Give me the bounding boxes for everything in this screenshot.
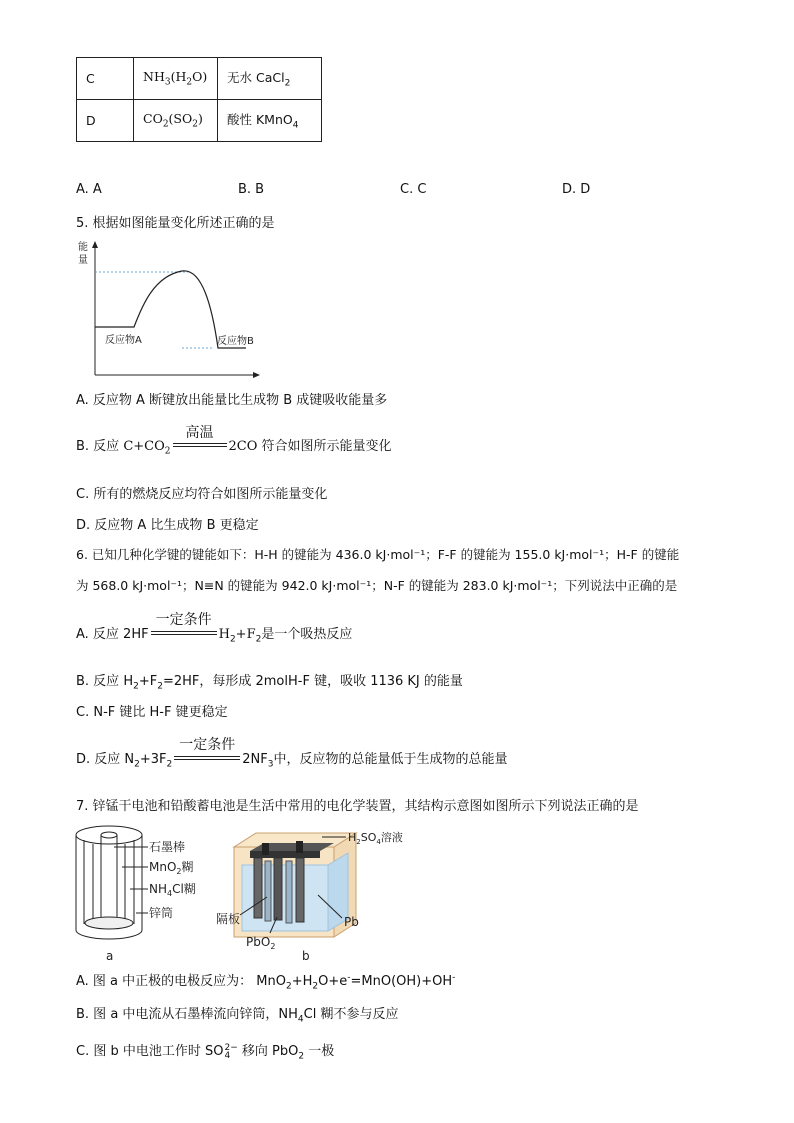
options-table [76,57,322,142]
figure-b-caption: b [302,949,310,963]
reaction-condition-arrow: 高温 [173,440,227,454]
q6-option-a[interactable]: A. 反应 2HF 一定条件 $H_2+F_2$是一个吸热反应 [76,611,353,645]
q5-option-b[interactable]: B. 反应 $C+CO_2$ 高温 2CO 符合如图所示能量变化 [76,424,392,457]
inner-bottom [85,917,133,929]
q4-choice-c[interactable]: C. C [400,182,427,197]
q7-option-b[interactable]: B. 图 a 中电流从石墨棒流向锌筒，$NH_4Cl$ 糊不参与反应 [76,1007,399,1025]
q5-option-c[interactable]: C. 所有的燃烧反应均符合如图所示能量变化 [76,487,328,502]
figure-a-caption: a [106,949,114,963]
q5-stem: 5. 根据如图能量变化所述正确的是 [76,216,275,231]
lead-acid-battery-figure [210,825,403,965]
plate-2 [274,858,282,920]
q6-option-b[interactable]: B. 反应 $H_2+F_2=2HF$，每形成 2molH-F 键，吸收 1136 KJ 的能量 [76,674,463,692]
q7-option-a[interactable]: A. 图 a 中正极的电极反应为： $MnO_2+H_2O+e^-=MnO(OH)+OH^-$ [76,972,456,992]
pb-label: Pb [344,915,359,929]
reaction-condition-arrow: 一定条件 [151,628,217,642]
q6-stem-line2: 为 568.0 kJ·mol⁻¹；N≡N 的键能为 942.0 kJ·mol⁻¹；N-F 的键能为 283.0 kJ·mol⁻¹；下列说法中正确的是 [76,578,678,593]
q5-option-a[interactable]: A. 反应物 A 断键放出能量比生成物 B 成键吸收能量多 [76,393,388,408]
energy-axis-label-1: 能 [78,242,88,253]
terminal-right [296,841,303,853]
energy-diagram [74,236,264,381]
plate-1 [254,858,262,918]
table-cell-gas: $NH_3(H_2O)$ [134,58,218,100]
table-row [77,100,322,142]
q4-choice-d[interactable]: D. D [562,182,591,197]
q6-option-c[interactable]: C. N-F 键比 H-F 键更稳定 [76,705,228,720]
table-cell-option: D [77,100,134,142]
cell-top-ellipse [76,826,142,844]
zinc-can-label: 锌筒 [149,906,174,920]
q6-option-d[interactable]: D. 反应 $N_2+3F_2$ 一定条件 $2NF_3$中，反应物的总能量低于生成物的总能量 [76,736,508,770]
q6-stem-line1: 6. 已知几种化学键的键能如下：H-H 的键能为 436.0 kJ·mol⁻¹；F-F 的键能为 155.0 kJ·mol⁻¹；H-F 的键能 [76,547,680,562]
cell-bottom-arc [76,930,142,939]
graphite-rod-label: 石墨棒 [149,840,186,854]
q4-choice-b[interactable]: B. B [238,182,265,197]
separator-label: 隔板 [216,912,241,926]
plate-3 [296,858,304,922]
reactant-a-label: 反应物A [105,335,142,346]
table-cell-gas: $CO_2(SO_2)$ [134,100,218,142]
product-b-label: 反应物B [217,336,254,347]
h2so4-label: $H_2SO_4$溶液 [348,831,403,846]
nh4cl-paste-label: $NH_4Cl$糊 [149,882,196,898]
q4-choice-a[interactable]: A. A [76,182,102,197]
top-bus-bar [250,851,320,858]
separator-1 [265,861,271,921]
terminal-left [262,843,269,855]
x-axis-arrow [253,372,260,378]
q7-stem: 7. 锌锰干电池和铅酸蓄电池是生活中常用的电化学装置，其结构示意图如图所示下列说法正确的是 [76,799,639,814]
mno2-paste-label: MnO$_2$糊 [149,860,194,876]
graphite-rod-top [101,832,117,838]
table-row [77,58,322,100]
q5-option-d[interactable]: D. 反应物 A 比生成物 B 更稳定 [76,518,259,533]
pbo2-label: PbO$_2$ [246,935,276,951]
table-cell-reagent: 酸性 KMnO$_4$ [218,100,322,142]
q7-option-c[interactable]: C. 图 b 中电池工作时 SO 2− 4 移向 PbO$_2$ 一极 [76,1042,335,1062]
dry-cell-figure [74,820,214,962]
energy-axis-label-2: 量 [78,255,88,266]
table-cell-reagent: 无水 CaCl$_2$ [218,58,322,100]
reaction-condition-arrow: 一定条件 [174,753,240,767]
separator-2 [286,861,292,923]
y-axis-arrow [92,241,98,248]
table-cell-option: C [77,58,134,100]
